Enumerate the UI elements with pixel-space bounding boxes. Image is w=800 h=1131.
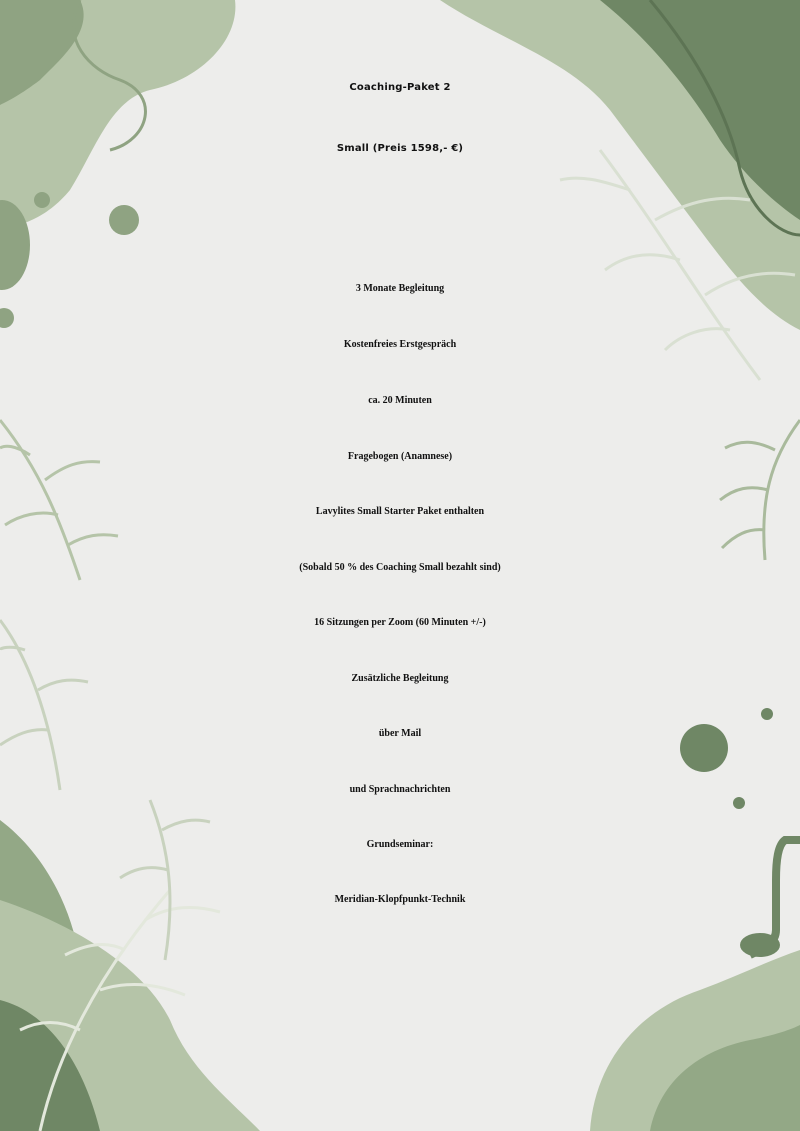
- feature-mail: über Mail: [378, 728, 422, 739]
- feature-voice-messages: und Sprachnachrichten: [349, 784, 451, 795]
- left-frond: [0, 420, 118, 580]
- feature-consultation-length: ca. 20 Minuten: [368, 395, 432, 406]
- feature-starter-condition: (Sobald 50 % des Coaching Small bezahlt sind): [299, 562, 501, 573]
- right-frond-2: [720, 420, 800, 560]
- feature-extra-support: Zusätzliche Begleitung: [351, 673, 449, 684]
- feature-seminar-name: Meridian-Klopfpunkt-Technik: [334, 894, 466, 905]
- feature-duration: 3 Monate Begleitung: [355, 283, 445, 294]
- dot-left-1: [34, 192, 50, 208]
- feature-starter-package: Lavylites Small Starter Paket enthalten: [315, 506, 485, 517]
- package-price: Small (Preis 1598,- €): [336, 143, 464, 154]
- feature-free-consultation: Kostenfreies Erstgespräch: [343, 339, 457, 350]
- bottom-right-knob: [740, 933, 780, 957]
- dot-left-3: [0, 308, 14, 328]
- left-frond-lower: [0, 620, 88, 790]
- feature-seminar-label: Grundseminar:: [366, 839, 434, 850]
- feature-questionnaire: Fragebogen (Anamnese): [347, 451, 453, 462]
- dot-right-2: [761, 708, 773, 720]
- package-title: Coaching-Paket 2: [349, 82, 451, 93]
- dot-right-3: [733, 797, 745, 809]
- feature-sessions: 16 Sitzungen per Zoom (60 Minuten +/-): [314, 617, 486, 628]
- dot-left-2: [109, 205, 139, 235]
